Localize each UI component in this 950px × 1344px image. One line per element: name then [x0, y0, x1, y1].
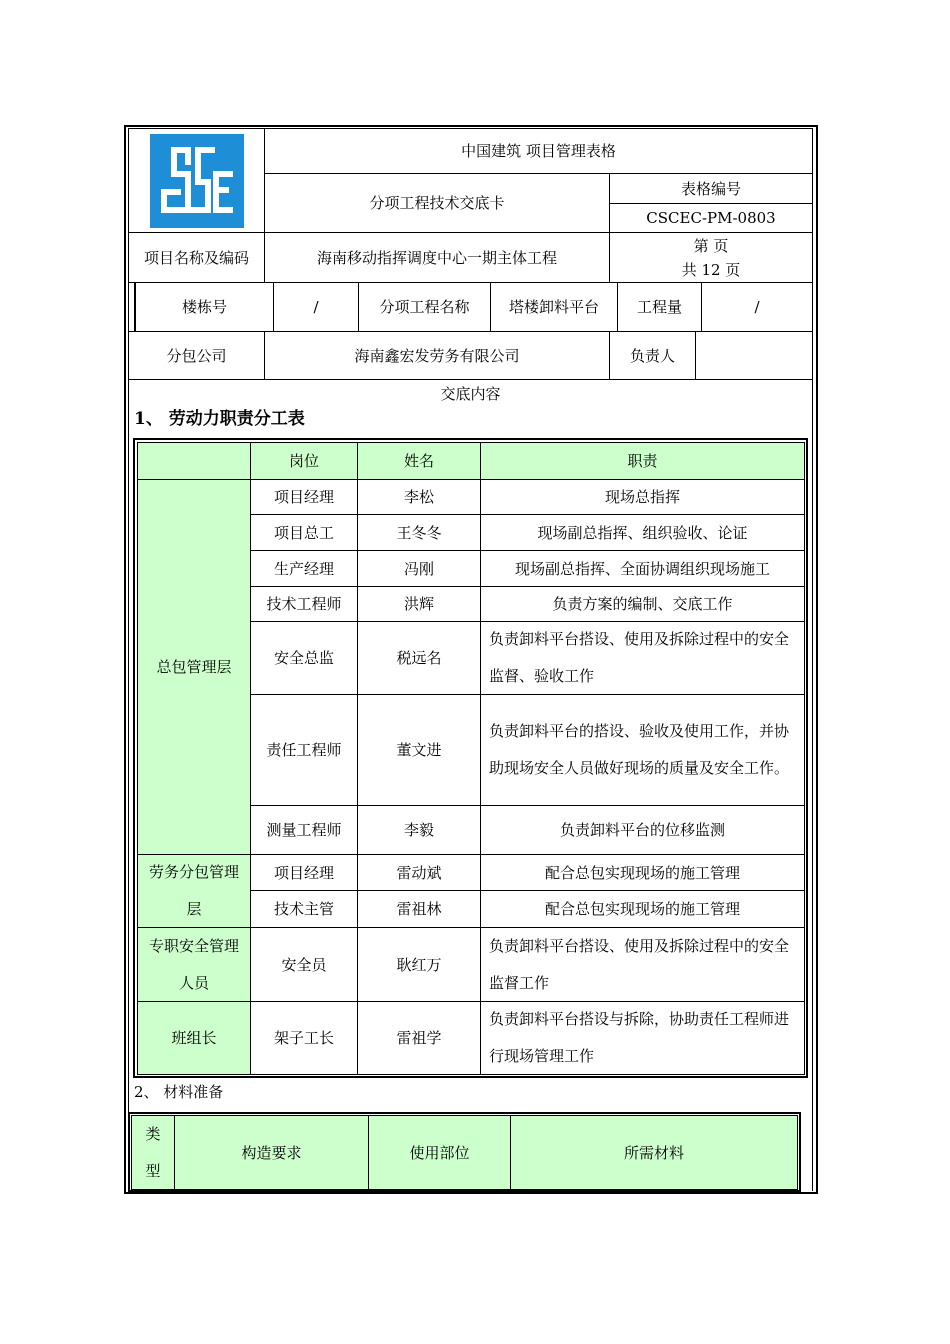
table-row-post: 安全员	[250, 927, 358, 1002]
subitem-value: 塔楼卸料平台	[490, 282, 618, 332]
table-row-name: 冯刚	[357, 550, 481, 587]
table-row-duty: 负责卸料平台的位移监测	[480, 805, 805, 855]
duty-header-duty: 职责	[480, 442, 805, 480]
table-row-duty: 现场副总指挥、组织验收、论证	[480, 514, 805, 551]
building-value: /	[273, 282, 359, 332]
table-row-name: 李松	[357, 479, 481, 515]
table-row-name: 雷祖林	[357, 890, 481, 928]
table-row-duty: 配合总包实现现场的施工管理	[480, 854, 805, 891]
table-row-post: 技术主管	[250, 890, 358, 928]
material-header-materials: 所需材料	[510, 1115, 798, 1190]
subitem-label: 分项工程名称	[358, 282, 491, 332]
table-row-name: 洪辉	[357, 586, 481, 622]
qty-value: /	[701, 282, 813, 332]
org-title: 中国建筑 项目管理表格	[264, 128, 813, 174]
table-row-name: 税远名	[357, 621, 481, 695]
info-row-sideline	[128, 282, 129, 332]
table-row-duty: 现场总指挥	[480, 479, 805, 515]
section1-title: 1、 劳动力职责分工表	[134, 409, 305, 429]
table-row-duty: 负责卸料平台搭设、使用及拆除过程中的安全监督、验收工作	[480, 621, 805, 695]
company-label: 分包公司	[128, 331, 265, 380]
group-labor-subcontract: 劳务分包管理层	[137, 854, 251, 928]
table-row-post: 测量工程师	[250, 805, 358, 855]
form-no: CSCEC-PM-0803	[609, 203, 813, 233]
table-row-post: 安全总监	[250, 621, 358, 695]
table-row-duty: 负责卸料平台搭设、使用及拆除过程中的安全监督工作	[480, 927, 805, 1002]
duty-header-name: 姓名	[357, 442, 481, 480]
page-total: 共 12 页	[681, 260, 741, 279]
page-label: 第 页	[693, 236, 729, 255]
logo-cell	[128, 128, 265, 233]
owner-value	[695, 331, 813, 380]
table-row-post: 责任工程师	[250, 694, 358, 806]
building-label: 楼栋号	[134, 282, 274, 332]
form-no-label: 表格编号	[609, 173, 813, 204]
table-row-post: 架子工长	[250, 1001, 358, 1075]
cscec-logo-icon	[150, 134, 244, 228]
table-row-name: 雷祖学	[357, 1001, 481, 1075]
table-row-duty: 负责卸料平台搭设与拆除，协助责任工程师进行现场管理工作	[480, 1001, 805, 1075]
material-header-location: 使用部位	[368, 1115, 511, 1190]
table-row-duty: 负责方案的编制、交底工作	[480, 586, 805, 622]
material-header-type	[131, 1115, 175, 1190]
table-row-post: 生产经理	[250, 550, 358, 587]
group-general-contractor: 总包管理层	[137, 479, 251, 855]
table-row-name: 董文进	[357, 694, 481, 806]
table-row-post: 项目总工	[250, 514, 358, 551]
material-header-structure: 构造要求	[174, 1115, 369, 1190]
page-info	[609, 232, 813, 283]
project-value: 海南移动指挥调度中心一期主体工程	[264, 232, 610, 283]
project-label: 项目名称及编码	[128, 232, 265, 283]
table-row-post: 技术工程师	[250, 586, 358, 622]
owner-label: 负责人	[609, 331, 696, 380]
duty-header-blank	[137, 442, 251, 480]
duty-header-post: 岗位	[250, 442, 358, 480]
table-row-name: 雷动斌	[357, 854, 481, 891]
content-label: 交底内容	[440, 384, 501, 403]
table-row-name: 王冬冬	[357, 514, 481, 551]
material-header-type-label: 类型	[145, 1124, 161, 1180]
table-row-duty: 负责卸料平台的搭设、验收及使用工作，并协助现场安全人员做好现场的质量及安全工作。	[480, 694, 805, 806]
table-row-duty: 配合总包实现现场的施工管理	[480, 890, 805, 928]
group-safety-staff: 专职安全管理人员	[137, 927, 251, 1002]
qty-label: 工程量	[617, 282, 702, 332]
group-team-leader: 班组长	[137, 1001, 251, 1075]
company-value: 海南鑫宏发劳务有限公司	[264, 331, 610, 380]
table-row-name: 李毅	[357, 805, 481, 855]
table-row-post: 项目经理	[250, 479, 358, 515]
table-row-duty: 现场副总指挥、全面协调组织现场施工	[480, 550, 805, 587]
section2-title: 2、 材料准备	[134, 1083, 224, 1101]
table-row-post: 项目经理	[250, 854, 358, 891]
form-title: 分项工程技术交底卡	[264, 173, 610, 233]
table-row-name: 耿红万	[357, 927, 481, 1002]
